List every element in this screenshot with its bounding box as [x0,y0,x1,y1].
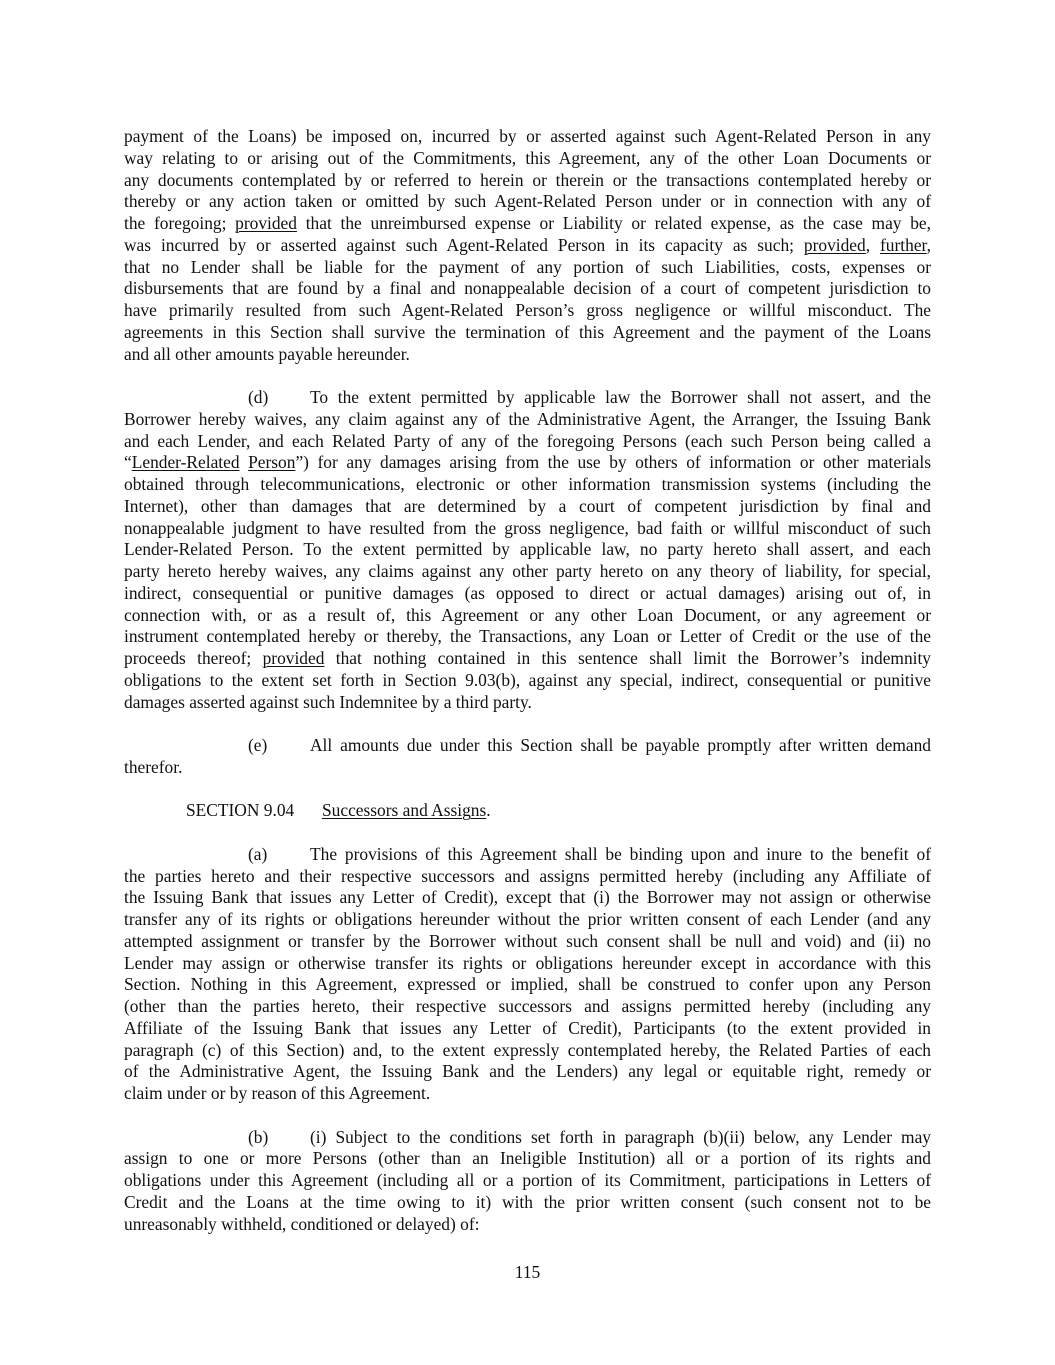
text-line: disbursements that are found by a final and nonappealable decision of a court of competent jurisdiction to [124,278,931,299]
text-line: that no Lender shall be liable for the payment of any portion of such Liabilities, costs, expenses or [124,256,931,277]
text-line: and all other amounts payable hereunder. [124,343,410,364]
paragraph-label: (e) [248,735,268,755]
section-number: SECTION 9.04 [186,800,295,821]
text-line: claim under or by reason of this Agreement. [124,1083,431,1103]
text-line: the Issuing Bank that issues any Letter of Credit), except that (i) the Borrower may not assign or otherwise [124,887,931,908]
text-span: To the extent permitted by applicable law the Borrower shall not assert, and the [310,387,931,407]
text-line: way relating to or arising out of the Commitments, this Agreement, any of the other Loan Documents or [124,147,931,168]
text-line [124,387,931,409]
text-line: any documents contemplated by or referred to herein or therein or the transactions contemplated hereby or [124,169,931,190]
text-line: obligations to the extent set forth in Section 9.03(b), against any special, indirect, consequential or punitive [124,669,931,690]
paragraph-d [124,387,931,713]
text-line [124,735,931,757]
text-line: therefor. [124,756,183,777]
text-line: Lender may assign or otherwise transfer its rights or obligations hereunder except in accordance with this [124,952,931,973]
text-line: paragraph (c) of this Section) and, to the extent expressly contemplated hereby, the Related Parties of each [124,1039,931,1060]
text-line: party hereto hereby waives, any claims against any other party hereto on any theory of liability, for special, [124,561,931,581]
text-line [124,235,931,257]
paragraph-label: (b) [248,1126,269,1147]
text-span: , [926,234,931,255]
text-line: obligations under this Agreement (including all or a portion of its Commitment, participations in Letters of [124,1170,931,1190]
text-line: connection with, or as a result of, this Agreement or any other Loan Document, or any agreement or [124,604,931,625]
text-line [124,213,931,235]
defined-term-lender-related: Lender-Related [131,452,240,473]
text-line: damages asserted against such Indemnitee by a third party. [124,691,532,712]
text-line [124,844,931,866]
text-line: and each Lender, and each Related Party of any of the foregoing Persons (each such Person being called a [124,430,931,451]
paragraph-label: (d) [248,387,269,407]
text-line: Lender-Related Person. To the extent permitted by applicable law, no party hereto shall assert, and each [124,539,931,560]
text-span: proceeds thereof; [124,648,263,668]
text-line: transfer any of its rights or obligations hereunder without the prior written consent of each Lender (and any [124,909,931,929]
defined-term-provided: provided [262,648,325,668]
defined-term-provided: provided [235,213,297,233]
text-span: that nothing contained in this sentence shall limit the Borrower’s indemnity [324,648,932,668]
text-line: obtained through telecommunications, electronic or other information transmission systems (including the [124,474,931,494]
text-line: Credit and the Loans at the time owing to it) with the prior written consent (such consent not to be [124,1191,931,1212]
paragraph-label: (a) [248,843,268,864]
page-number: 115 [514,1262,541,1282]
text-line: agreements in this Section shall survive the termination of this Agreement and the payment of the Loans [124,321,931,342]
paragraph-c-continuation [124,126,931,365]
text-line [124,1127,931,1149]
paragraph-a [124,844,931,1105]
document-page [124,126,931,1257]
text-line: thereby or any action taken or omitted by such Agent-Related Person under or in connection with any of [124,191,931,212]
text-line [124,648,931,670]
text-line: assign to one or more Persons (other than an Ineligible Institution) all or a portion of its rights and [124,1148,931,1169]
text-line: attempted assignment or transfer by the Borrower without such consent shall be null and void) and (ii) no [124,930,931,951]
section-title: Successors and Assigns [322,800,487,821]
text-span: The provisions of this Agreement shall be binding upon and inure to the benefit of [310,843,931,864]
text-span: was incurred by or asserted against such Agent-Related Person in its capacity as such; [124,234,804,255]
text-line: instrument contemplated hereby or thereby, the Transactions, any Loan or Letter of Credit or the use of the [124,626,931,647]
paragraph-e [124,735,931,779]
text-line: Affiliate of the Issuing Bank that issues any Letter of Credit), Participants (to the extent provided in [124,1017,931,1038]
text-line: nonappealable judgment to have resulted from the gross negligence, bad faith or willful misconduct of such [124,517,931,538]
paragraph-b [124,1127,931,1236]
text-line: indirect, consequential or punitive damages (as opposed to direct or actual damages) arising out of, in [124,582,931,603]
text-span: ”) for any damages arising from the use by others of information or other materials [295,452,931,473]
text-line: have primarily resulted from such Agent-Related Person’s gross negligence or willful misconduct. The [124,300,931,320]
text-line: payment of the Loans) be imposed on, incurred by or asserted against such Agent-Related Person in any [124,126,931,146]
text-line: unreasonably withheld, conditioned or delayed) of: [124,1213,480,1234]
text-span: , [865,234,881,255]
text-span: (i) Subject to the conditions set forth in paragraph (b)(ii) below, any Lender may [310,1126,931,1147]
text-line: the parties hereto and their respective successors and assigns permitted hereby (including any Affiliate of [124,865,931,886]
section-title-period: . [486,800,491,821]
text-line [124,452,931,474]
text-line: of the Administrative Agent, the Issuing Bank and the Lenders) any legal or equitable right, remedy or [124,1061,931,1082]
defined-term-person: Person [248,452,296,473]
text-span: All amounts due under this Section shall be payable promptly after written demand [310,735,931,755]
text-line: Borrower hereby waives, any claim against any of the Administrative Agent, the Arranger, the Issuing Bank [124,408,931,429]
text-span [240,452,249,472]
text-span: the foregoing; [124,213,236,233]
text-span: that the unreimbursed expense or Liability or related expense, as the case may be, [296,213,931,233]
text-line: Section. Nothing in this Agreement, expressed or implied, shall be construed to confer upon any Person [124,974,931,995]
section-heading [124,800,931,822]
defined-term-further: further [880,234,927,255]
text-line: Internet), other than damages that are determined by a court of competent jurisdiction by final and [124,495,931,516]
text-span: “ [124,452,132,473]
text-line: (other than the parties hereto, their respective successors and assigns permitted hereby (including any [124,996,931,1016]
defined-term-provided: provided [803,234,866,255]
